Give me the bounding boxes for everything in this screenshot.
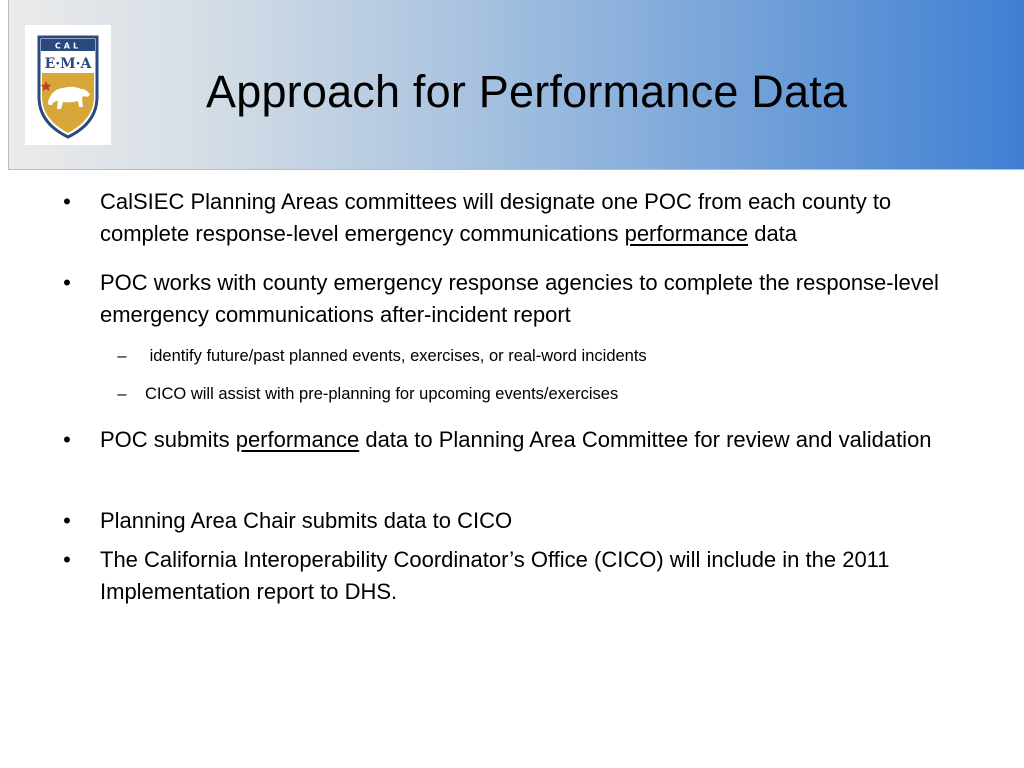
- bullet-text-before: CalSIEC Planning Areas committees will designate one POC from each county to complete response-level emergency communications: [100, 189, 892, 246]
- bullet-item: [63, 424, 960, 456]
- cal-ema-logo: [25, 25, 111, 145]
- sub-bullet-text: CICO will assist with pre-planning for upcoming events/exercises: [145, 385, 619, 403]
- bullet-item: [63, 186, 960, 250]
- bullet-text: Planning Area Chair submits data to CICO: [100, 508, 513, 533]
- bullet-item: [63, 544, 960, 608]
- bullet-marker: •: [63, 547, 71, 572]
- sub-bullet-item: [117, 345, 945, 367]
- bullet-text-after: data: [748, 221, 798, 246]
- bullet-item: [63, 505, 960, 537]
- bullet-text-after: data to Planning Area Committee for review and validation: [359, 427, 932, 452]
- bullet-text: The California Interoperability Coordinator’s Office (CICO) will include in the 2011 Implementation report to DHS.: [100, 547, 890, 604]
- sub-bullet-text: identify future/past planned events, exercises, or real-word incidents: [145, 347, 647, 365]
- logo-main-text: E·M·A: [44, 56, 92, 72]
- cal-ema-shield-icon: [25, 25, 111, 145]
- sub-bullet-marker: –: [117, 385, 127, 403]
- bullet-marker: •: [63, 508, 71, 533]
- sub-bullet-marker: –: [117, 347, 127, 365]
- bullet-text: POC works with county emergency response agencies to complete the response-level emergency communications after-incident report: [100, 270, 939, 327]
- bullet-underlined-text: performance: [624, 221, 749, 246]
- bullet-marker: •: [63, 270, 71, 295]
- bullet-text-before: POC submits: [100, 427, 236, 452]
- bullet-underlined-text: performance: [235, 427, 360, 452]
- page-title: Approach for Performance Data: [206, 66, 848, 117]
- logo-top-text: CAL: [54, 41, 82, 51]
- bullet-marker: •: [63, 189, 71, 214]
- bullet-item: [63, 267, 960, 331]
- bullet-marker: •: [63, 427, 71, 452]
- sub-bullet-item: [117, 383, 945, 405]
